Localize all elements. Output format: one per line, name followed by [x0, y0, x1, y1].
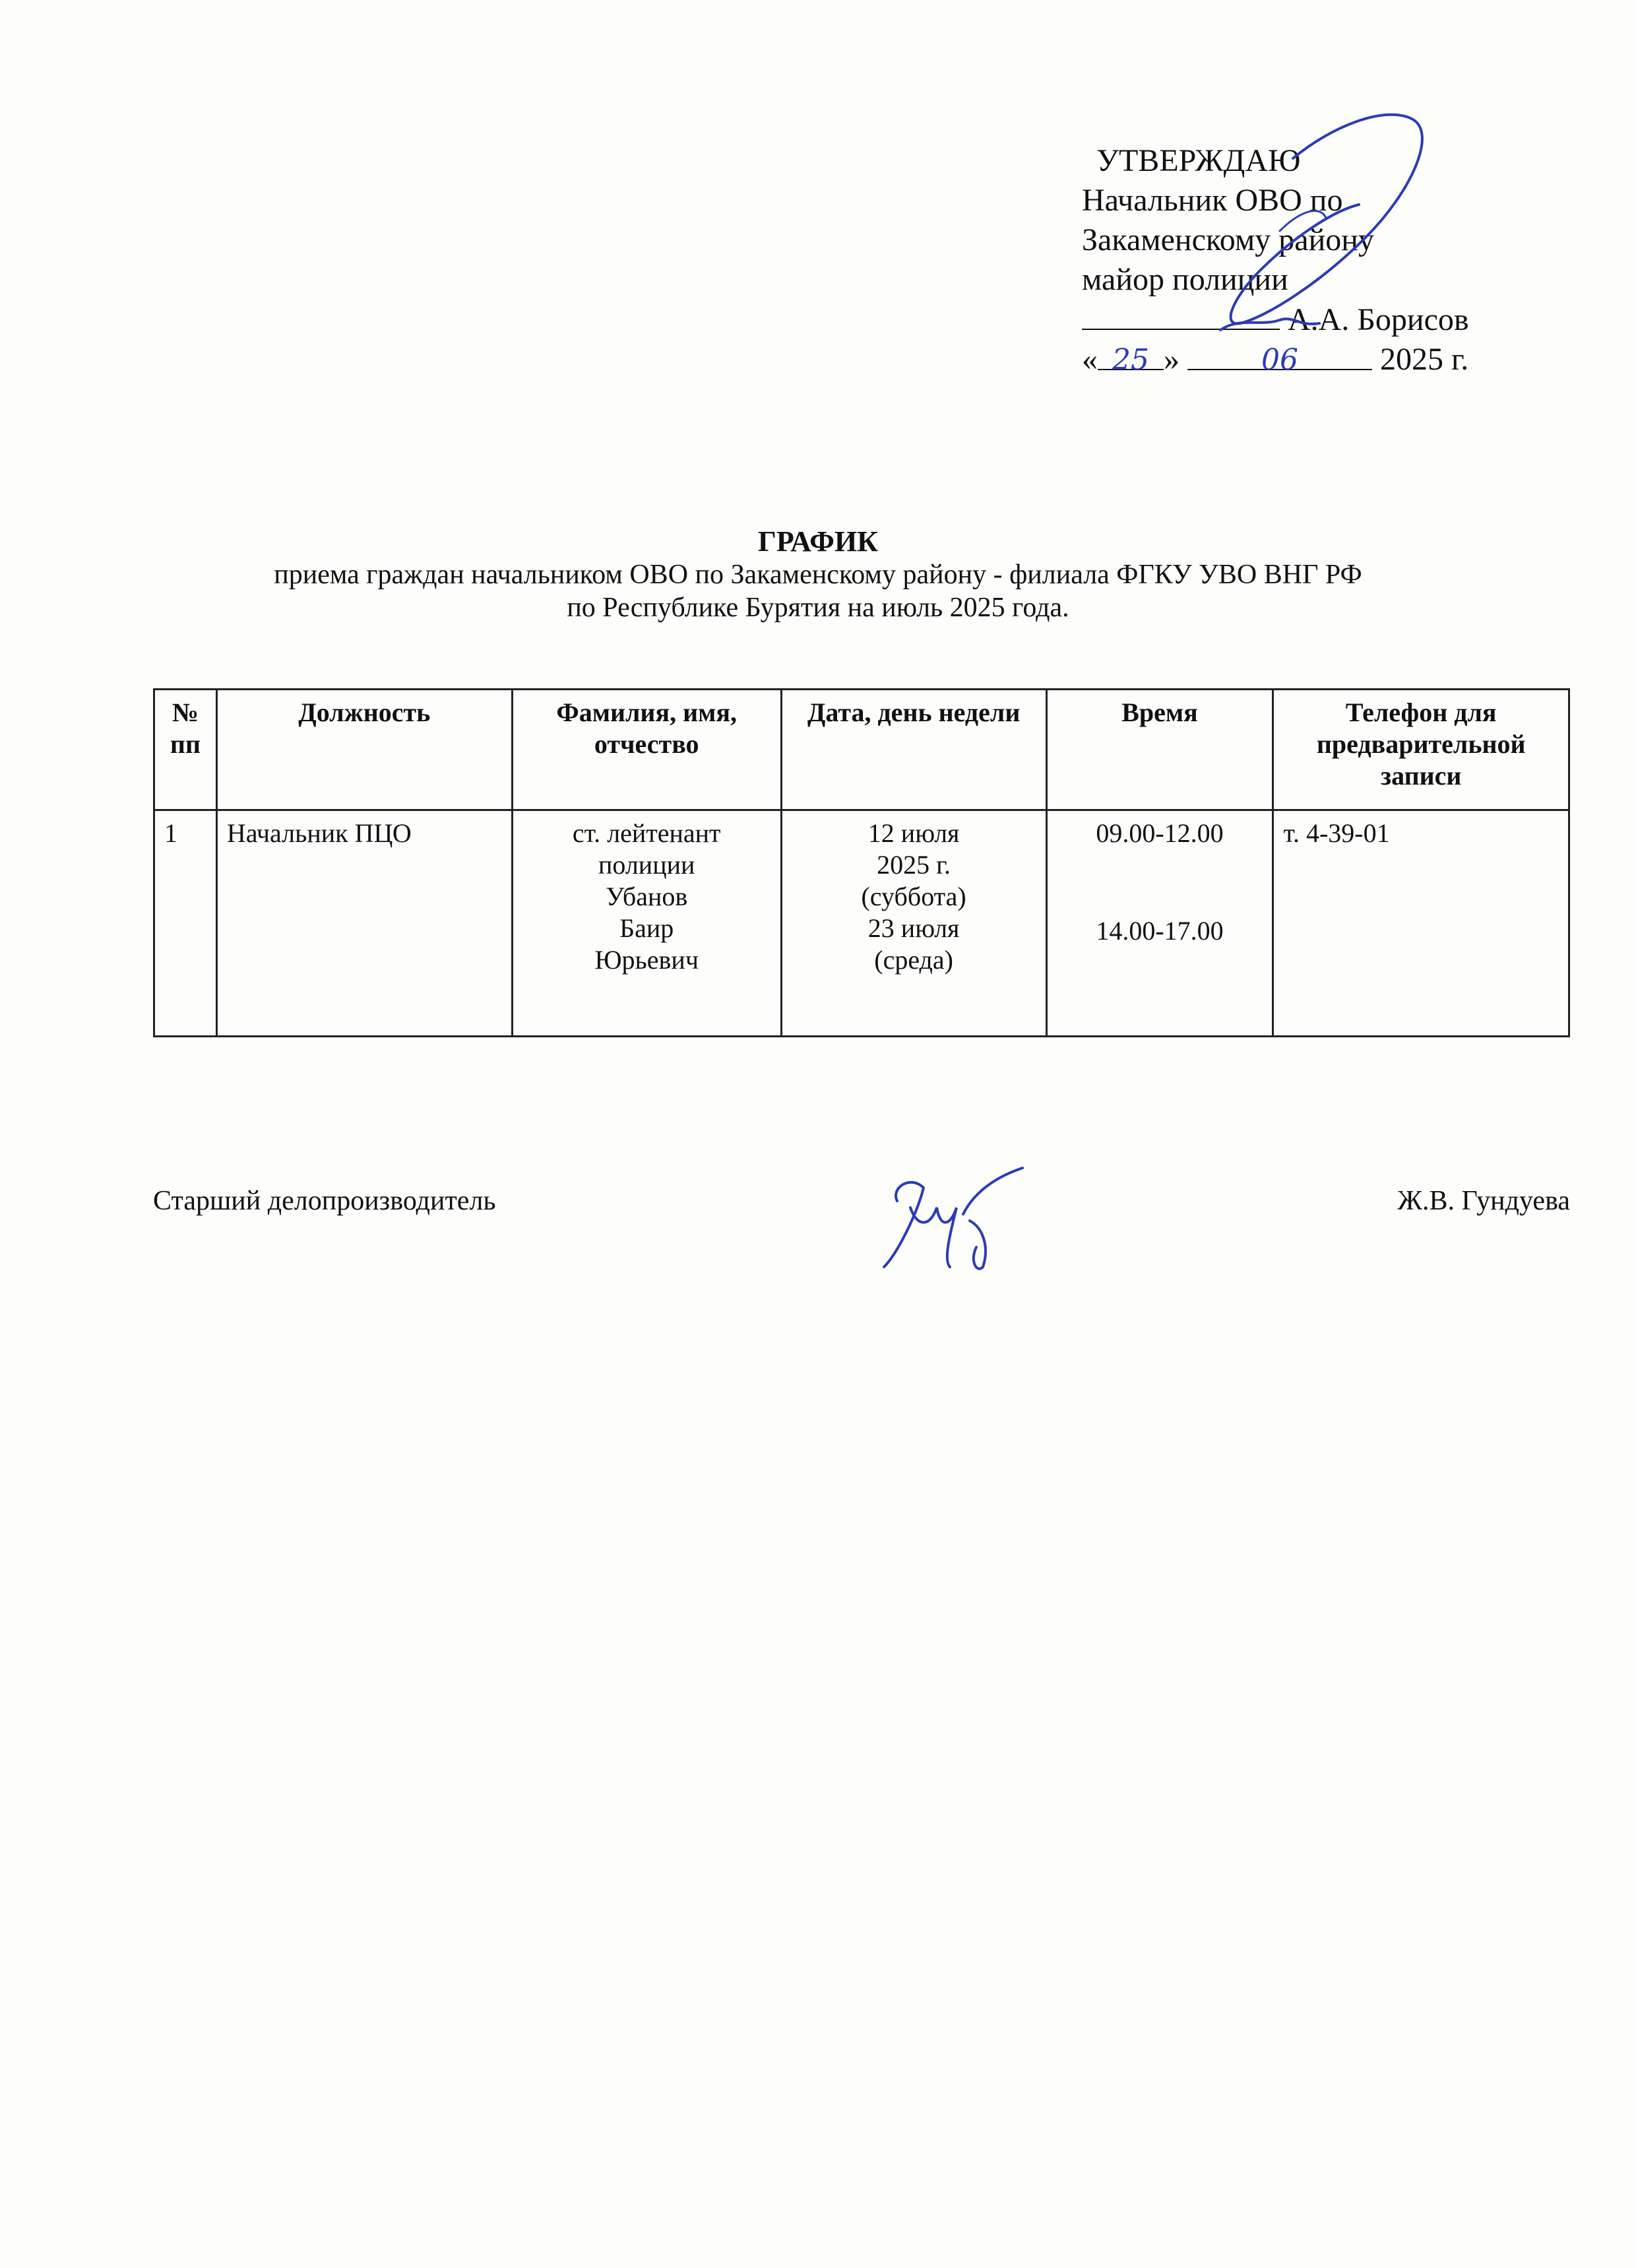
footer-role: Старший делопроизводитель	[153, 1186, 496, 1216]
approval-line-2: Закаменскому району	[1082, 222, 1374, 257]
table-header-row	[154, 690, 1569, 810]
month-handwritten: 06	[1261, 343, 1298, 377]
quote-close: »	[1164, 342, 1180, 377]
cell-dates: 12 июля 2025 г. (суббота) 23 июля (среда)	[781, 810, 1046, 1037]
header-date: Дата, день недели	[781, 690, 1046, 810]
header-time: Время	[1046, 690, 1273, 810]
cell-time	[1046, 810, 1273, 1037]
approval-line-1: Начальник ОВО по	[1082, 183, 1343, 218]
document-subtitle-2: по Республике Бурятия на июль 2025 года.	[567, 593, 1069, 623]
time-slot-2: 14.00-17.00	[1096, 916, 1224, 946]
time-spacer	[1057, 849, 1263, 915]
document-subtitle-1: приема граждан начальником ОВО по Закаменскому району - филиала ФГКУ УВО ВНГ РФ	[274, 560, 1362, 590]
table-row	[154, 810, 1569, 1037]
cell-position: Начальник ПЦО	[216, 810, 512, 1037]
day-handwritten: 25	[1112, 343, 1149, 377]
approval-line-3: майор полиции	[1082, 262, 1288, 297]
schedule-table	[153, 688, 1570, 1037]
header-number: № пп	[154, 690, 217, 810]
header-position: Должность	[216, 690, 512, 810]
approval-heading: УТВЕРЖДАЮ	[1096, 143, 1301, 178]
footer-name: Ж.В. Гундуева	[1397, 1186, 1570, 1216]
header-full-name: Фамилия, имя, отчество	[512, 690, 781, 810]
approval-signatory: А.А. Борисов	[1288, 302, 1469, 337]
approver-signature	[1082, 99, 1451, 376]
document-title-block	[0, 525, 1636, 624]
clerk-signature	[871, 1161, 1042, 1280]
quote-open: «	[1082, 342, 1098, 377]
header-phone: Телефон для предварительной записи	[1273, 690, 1569, 810]
approval-year: 2025 г.	[1380, 342, 1469, 377]
document-title: ГРАФИК	[757, 525, 879, 558]
cell-full-name: ст. лейтенант полиции Убанов Баир Юрьевич	[512, 810, 781, 1037]
cell-number: 1	[154, 810, 217, 1037]
time-slot-1: 09.00-12.00	[1096, 818, 1224, 848]
cell-phone: т. 4-39-01	[1273, 810, 1569, 1037]
